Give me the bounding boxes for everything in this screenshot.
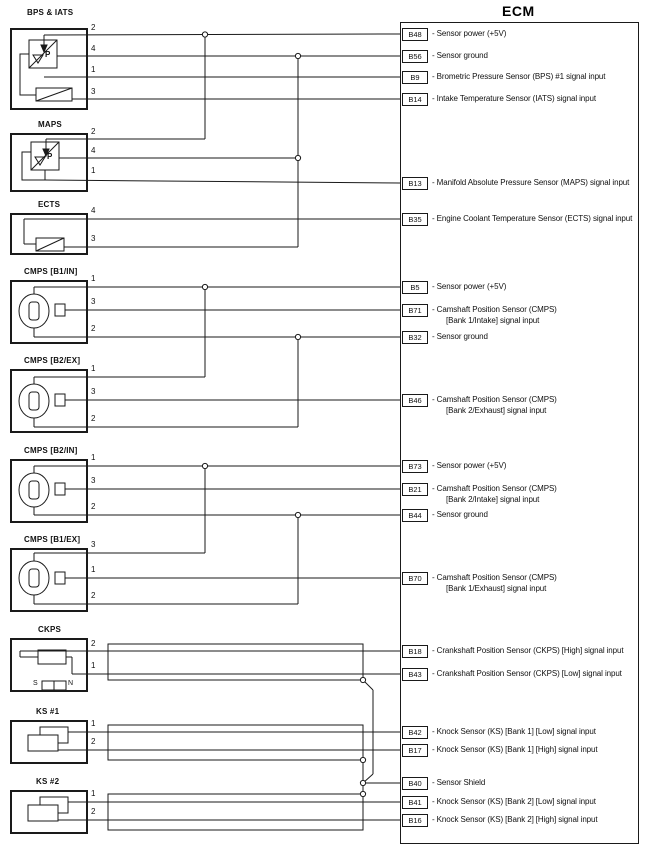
pressure-sensor-p-letter: P bbox=[47, 152, 53, 161]
pin-label: 1 bbox=[91, 719, 96, 728]
sensor-box-cmps-b2in bbox=[10, 459, 88, 523]
ecm-pin-desc: - Sensor ground bbox=[432, 51, 488, 60]
ecm-terminal: B42 bbox=[402, 726, 428, 739]
ecm-box bbox=[400, 22, 639, 844]
pin-label: 1 bbox=[91, 364, 96, 373]
ecm-terminal: B21 bbox=[402, 483, 428, 496]
ecm-terminal: B43 bbox=[402, 668, 428, 681]
ecm-title: ECM bbox=[502, 3, 535, 19]
ecm-pin-desc: - Sensor power (+5V) bbox=[432, 29, 507, 38]
ecm-pin-desc: - Sensor Shield bbox=[432, 778, 486, 787]
sensor-title-ckps: CKPS bbox=[38, 625, 62, 634]
ecm-pin-desc: - Sensor ground bbox=[432, 510, 488, 519]
ecm-terminal: B44 bbox=[402, 509, 428, 522]
pin-label: 1 bbox=[91, 789, 96, 798]
pin-label: 1 bbox=[91, 661, 96, 670]
ecm-pin-desc: - Brometric Pressure Sensor (BPS) #1 signal input bbox=[432, 72, 606, 81]
sensor-title-cmps-b2ex: CMPS [B2/EX] bbox=[24, 356, 81, 365]
sensor-title-cmps-b2in: CMPS [B2/IN] bbox=[24, 446, 78, 455]
pin-label: 2 bbox=[91, 414, 96, 423]
ecm-pin-desc: - Camshaft Position Sensor (CMPS) bbox=[432, 573, 557, 582]
pin-label: 2 bbox=[91, 502, 96, 511]
sensor-box-cmps-b2ex bbox=[10, 369, 88, 433]
ecm-terminal: B32 bbox=[402, 331, 428, 344]
pin-label: 1 bbox=[91, 565, 96, 574]
pin-label: 4 bbox=[91, 206, 96, 215]
ecm-pin-desc: - Sensor power (+5V) bbox=[432, 461, 507, 470]
ecm-terminal: B46 bbox=[402, 394, 428, 407]
ecm-terminal: B35 bbox=[402, 213, 428, 226]
ecm-terminal: B17 bbox=[402, 744, 428, 757]
pin-label: 2 bbox=[91, 737, 96, 746]
ecm-terminal: B5 bbox=[402, 281, 428, 294]
sensor-box-cmps-b1in bbox=[10, 280, 88, 344]
pin-label: 3 bbox=[91, 87, 96, 96]
magnet-south-label: S bbox=[33, 680, 38, 687]
sensor-title-maps: MAPS bbox=[38, 120, 62, 129]
ecm-terminal: B71 bbox=[402, 304, 428, 317]
ecm-pin-desc: - Manifold Absolute Pressure Sensor (MAPS) signal input bbox=[432, 178, 630, 187]
ecm-terminal: B16 bbox=[402, 814, 428, 827]
sensor-title-cmps-b1ex: CMPS [B1/EX] bbox=[24, 535, 81, 544]
ecm-pin-desc: - Camshaft Position Sensor (CMPS) bbox=[432, 305, 557, 314]
sensor-title-ects: ECTS bbox=[38, 200, 61, 209]
pin-label: 2 bbox=[91, 591, 96, 600]
ecm-terminal: B9 bbox=[402, 71, 428, 84]
sensor-box-ks2 bbox=[10, 790, 88, 834]
pin-label: 2 bbox=[91, 324, 96, 333]
ecm-pin-desc: - Knock Sensor (KS) [Bank 2] [Low] signal input bbox=[432, 797, 596, 806]
ecm-terminal: B18 bbox=[402, 645, 428, 658]
sensor-box-maps bbox=[10, 133, 88, 192]
pin-label: 2 bbox=[91, 807, 96, 816]
pin-label: 2 bbox=[91, 127, 96, 136]
pin-label: 1 bbox=[91, 65, 96, 74]
ecm-terminal: B14 bbox=[402, 93, 428, 106]
sensor-title-bps-iats: BPS & IATS bbox=[27, 8, 74, 17]
sensor-box-ks1 bbox=[10, 720, 88, 764]
ecm-terminal: B56 bbox=[402, 50, 428, 63]
ecm-terminal: B73 bbox=[402, 460, 428, 473]
ecm-terminal: B40 bbox=[402, 777, 428, 790]
ecm-pin-desc: - Crankshaft Position Sensor (CKPS) [High] signal input bbox=[432, 646, 624, 655]
ecm-terminal: B70 bbox=[402, 572, 428, 585]
sensor-title-cmps-b1in: CMPS [B1/IN] bbox=[24, 267, 78, 276]
pin-label: 1 bbox=[91, 166, 96, 175]
pressure-sensor-p-letter: P bbox=[45, 50, 51, 59]
pin-label: 2 bbox=[91, 23, 96, 32]
ecm-pin-desc-line2: [Bank 1/Exhaust] signal input bbox=[446, 584, 547, 593]
pin-label: 2 bbox=[91, 639, 96, 648]
ecm-terminal: B13 bbox=[402, 177, 428, 190]
sensor-box-cmps-b1ex bbox=[10, 548, 88, 612]
ecm-pin-desc: - Knock Sensor (KS) [Bank 1] [Low] signal input bbox=[432, 727, 596, 736]
pin-label: 3 bbox=[91, 234, 96, 243]
pin-label: 3 bbox=[91, 387, 96, 396]
sensor-box-ckps bbox=[10, 638, 88, 692]
sensor-box-ects bbox=[10, 213, 88, 255]
sensor-title-ks1: KS #1 bbox=[36, 707, 60, 716]
pin-label: 3 bbox=[91, 297, 96, 306]
magnet-north-label: N bbox=[68, 680, 74, 687]
ecm-pin-desc: - Crankshaft Position Sensor (CKPS) [Low] signal input bbox=[432, 669, 622, 678]
ecm-pin-desc: - Camshaft Position Sensor (CMPS) bbox=[432, 484, 557, 493]
ecm-pin-desc: - Camshaft Position Sensor (CMPS) bbox=[432, 395, 557, 404]
ecm-pin-desc-line2: [Bank 2/Intake] signal input bbox=[446, 495, 540, 504]
ecm-terminal: B48 bbox=[402, 28, 428, 41]
pin-label: 1 bbox=[91, 453, 96, 462]
ecm-pin-desc-line2: [Bank 2/Exhaust] signal input bbox=[446, 406, 547, 415]
ecm-pin-desc: - Knock Sensor (KS) [Bank 2] [High] signal input bbox=[432, 815, 598, 824]
pin-label: 4 bbox=[91, 44, 96, 53]
sensor-title-ks2: KS #2 bbox=[36, 777, 60, 786]
pin-label: 3 bbox=[91, 476, 96, 485]
ecm-terminal: B41 bbox=[402, 796, 428, 809]
ecm-pin-desc: - Intake Temperature Sensor (IATS) signal input bbox=[432, 94, 596, 103]
ecm-pin-desc-line2: [Bank 1/Intake] signal input bbox=[446, 316, 540, 325]
pin-label: 3 bbox=[91, 540, 96, 549]
ecm-pin-desc: - Sensor ground bbox=[432, 332, 488, 341]
sensor-box-bps-iats bbox=[10, 28, 88, 110]
ecm-pin-desc: - Sensor power (+5V) bbox=[432, 282, 507, 291]
pin-label: 1 bbox=[91, 274, 96, 283]
ecm-pin-desc: - Knock Sensor (KS) [Bank 1] [High] signal input bbox=[432, 745, 598, 754]
ecm-pin-desc: - Engine Coolant Temperature Sensor (ECTS) signal input bbox=[432, 214, 633, 223]
pin-label: 4 bbox=[91, 146, 96, 155]
